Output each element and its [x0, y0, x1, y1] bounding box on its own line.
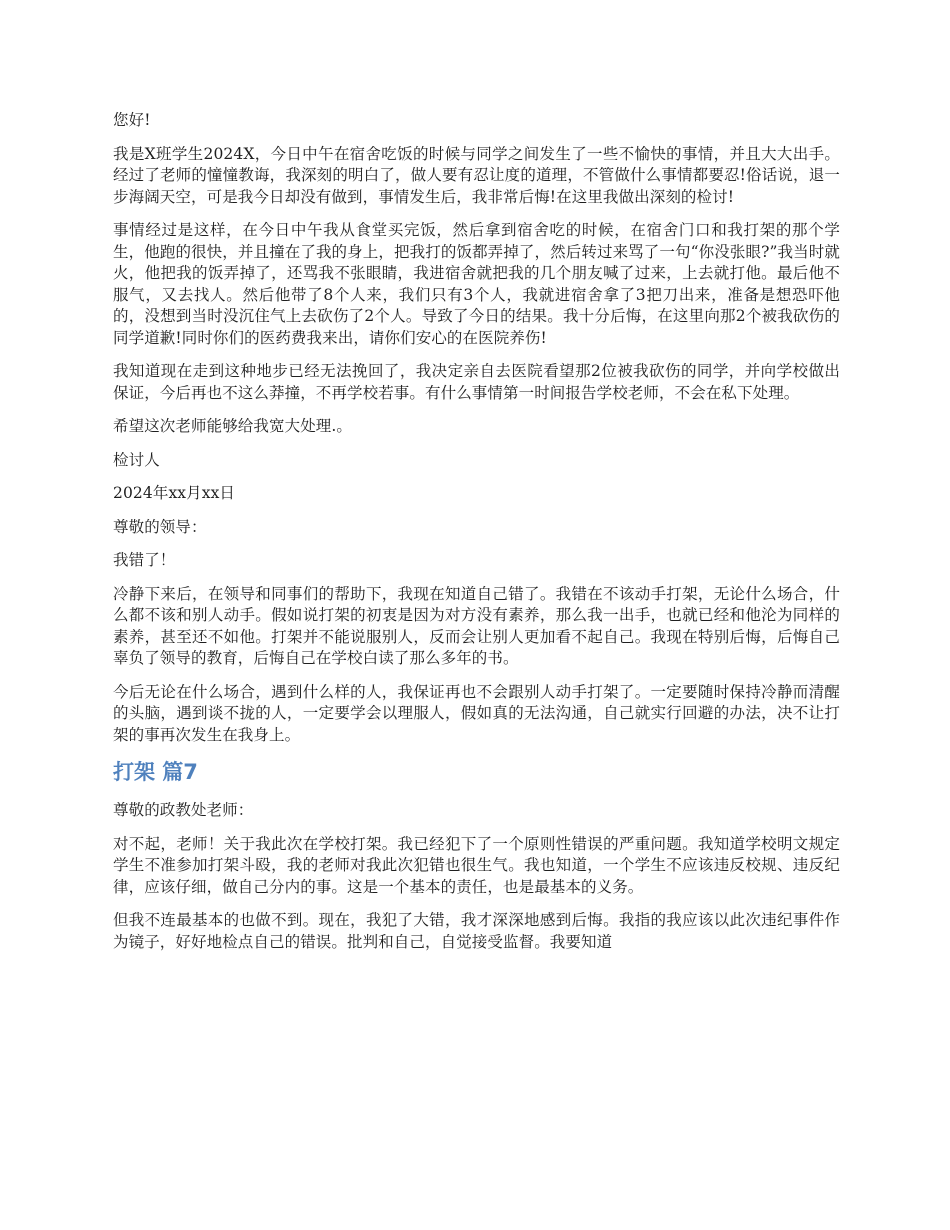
paragraph-apology: 对不起，老师！关于我此次在学校打架。我已经犯下了一个原则性错误的严重问题。我知道学校明文规定学生不准参加打架斗殴，我的老师对我此次犯错也很生气。我也知道，一个学生不应该违反校规、违反纪律，应该仔细，做自己分内的事。这是一个基本的责任，也是最基本的义务。 [113, 834, 840, 896]
date-line: 2024年xx月xx日 [113, 484, 236, 502]
paragraph-reflection: 冷静下来后，在领导和同事们的帮助下，我现在知道自己错了。我错在不该动手打架，无论什么场合，什么都不该和别人动手。假如说打架的初衷是因为对方没有素养，那么我一出手，也就已经和他沦为同样的素养，甚至还不如他。打架并不能说服别人，反而会让别人更加看不起自己。我现在特别后悔，后悔自己辜负了领导的教育，后悔自己在学校白读了那么多年的书。 [113, 584, 840, 667]
salutation-leader: 尊敬的领导： [113, 517, 207, 536]
paragraph-intro: 我是X班学生2024X，今日中午在宿舍吃饭的时候与同学之间发生了一些不愉快的事情，并且大大出手。经过了老师的憧憧教诲，我深刻的明白了，做人要有忍让度的道理，不管做什么事情都要忍!俗话说，退一步海阔天空，可是我今日却没有做到，事情发生后，我非常后悔!在这里我做出深刻的检讨! [113, 144, 840, 206]
paragraph-resolution: 我知道现在走到这种地步已经无法挽回了，我决定亲自去医院看望那2位被我砍伤的同学，并向学校做出保证，今后再也不这么莽撞，不再学校若事。有什么事情第一时间报告学校老师，不会在私下处理。 [113, 362, 840, 402]
paragraph-incident: 事情经过是这样，在今日中午我从食堂买完饭，然后拿到宿舍吃的时候，在宿舍门口和我打架的那个学生，他跑的很快，并且撞在了我的身上，把我打的饭都弄掉了，然后转过来骂了一句“你没张眼?”我当时就火，他把我的饭弄掉了，还骂我不张眼睛，我进宿舍就把我的几个朋友喊了过来，上去就打他。最后他不服气，又去找人。然后他带了8个人来，我们只有3个人，我就进宿舍拿了3把刀出来，准备是想恐吓他的，没想到当时没沉住气上去砍伤了2个人。导致了今日的结果。我十分后悔，在这里向那2个被我砍伤的同学道歉!同时你们的医药费我来出，请你们安心的在医院养伤! [113, 221, 840, 347]
admission-line: 我错了！ [113, 551, 176, 569]
paragraph-regret: 但我不连最基本的也做不到。现在，我犯了大错，我才深深地感到后悔。我指的我应该以此次违纪事件作为镜子，好好地检点自己的错误。批判和自己，自觉接受监督。我要知道 [113, 911, 840, 951]
salutation-teacher: 尊敬的政教处老师： [113, 801, 254, 819]
signature-label: 检讨人 [113, 450, 160, 469]
paragraph-request: 希望这次老师能够给我宽大处理.。 [113, 417, 353, 435]
paragraph-promise: 今后无论在什么场合，遇到什么样的人，我保证再也不会跟别人动手打架了。一定要随时保持冷静而清醒的头脑，遇到谈不拢的人，一定要学会以理服人，假如真的无法沟通，自己就实行回避的办法，决不让打架的事再次发生在我身上。 [113, 682, 840, 744]
greeting: 您好! [113, 111, 151, 129]
section-heading: 打架 篇7 [113, 760, 198, 784]
document-page [113, 110, 840, 965]
